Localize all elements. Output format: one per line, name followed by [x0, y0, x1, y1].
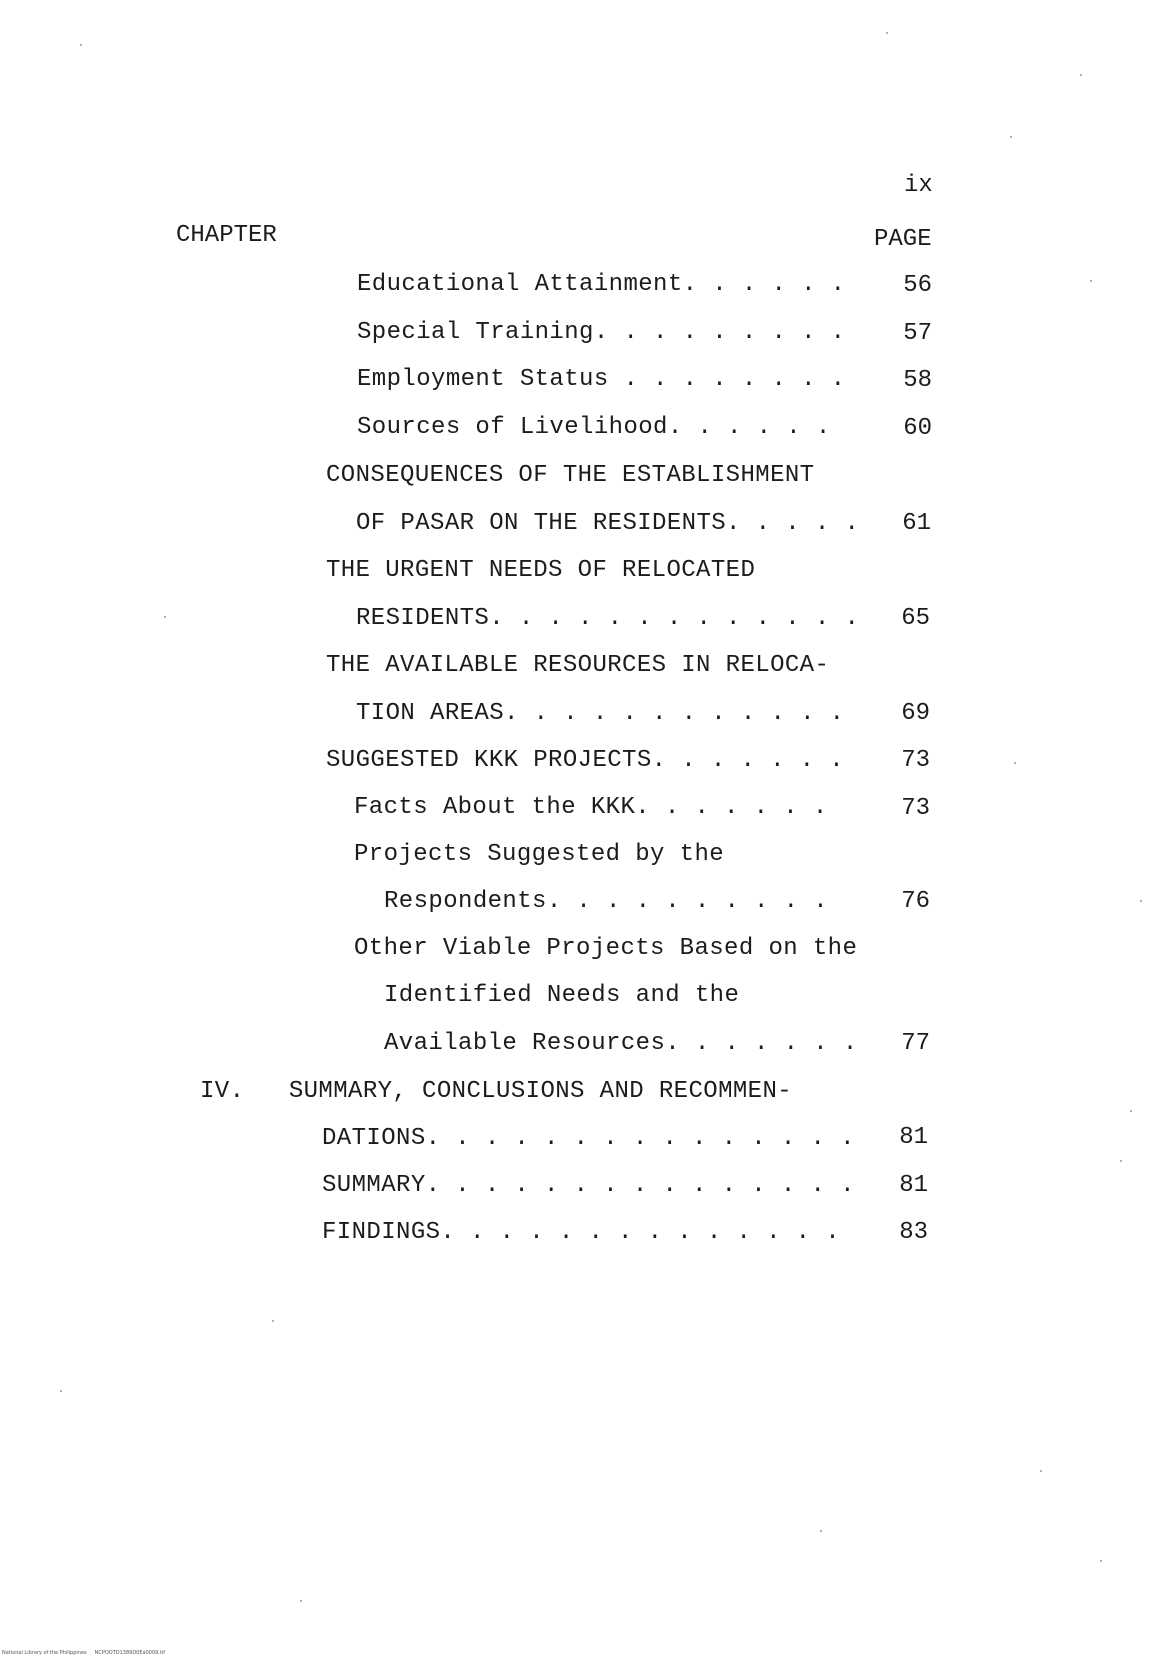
scan-speck — [1140, 900, 1142, 902]
scan-speck — [1014, 762, 1016, 764]
toc-page-number: 65 — [901, 605, 930, 632]
scan-speck — [300, 1600, 302, 1602]
toc-entry-other-viable-projects-cont: Identified Needs and the — [384, 982, 740, 1009]
scan-footer: National Library of the Philippines NCPOOTD1389D0Ea0009.tif — [2, 1650, 166, 1656]
scan-speck — [820, 1530, 822, 1532]
toc-entry-facts-about-kkk: Facts About the KKK. . . . . . . — [354, 794, 828, 821]
toc-page-number: 56 — [903, 272, 932, 299]
scan-speck — [80, 44, 82, 46]
toc-page-number: 77 — [901, 1030, 930, 1057]
toc-entry-special-training: Special Training. . . . . . . . . — [357, 319, 846, 346]
toc-entry-findings: FINDINGS. . . . . . . . . . . . . . — [322, 1219, 841, 1246]
toc-entry-other-viable-projects-cont2: Available Resources. . . . . . . — [384, 1030, 858, 1057]
toc-entry-available-resources: THE AVAILABLE RESOURCES IN RELOCA- — [326, 652, 830, 679]
toc-entry-projects-suggested: Projects Suggested by the — [354, 841, 725, 868]
toc-page-number: 81 — [899, 1172, 928, 1199]
toc-page-number: 60 — [903, 415, 932, 442]
toc-entry-other-viable-projects: Other Viable Projects Based on the — [354, 935, 858, 962]
scan-speck — [1080, 74, 1082, 76]
toc-entry-chapter-iv-cont: DATIONS. . . . . . . . . . . . . . . — [322, 1125, 855, 1152]
scan-speck — [1090, 280, 1092, 282]
page-column-header: PAGE — [874, 226, 932, 253]
scan-speck — [272, 1320, 274, 1322]
toc-entry-chapter-iv: IV. SUMMARY, CONCLUSIONS AND RECOMMEN- — [200, 1078, 793, 1105]
toc-entry-suggested-kkk-projects: SUGGESTED KKK PROJECTS. . . . . . . — [326, 747, 845, 774]
toc-page-number: 81 — [899, 1124, 928, 1151]
scan-speck — [164, 616, 166, 618]
toc-entry-available-resources-cont: TION AREAS. . . . . . . . . . . . — [356, 700, 845, 727]
toc-page-number: 69 — [901, 700, 930, 727]
toc-entry-consequences-cont: OF PASAR ON THE RESIDENTS. . . . . — [356, 510, 860, 537]
page-number: ix — [904, 172, 933, 199]
scan-speck — [1010, 136, 1012, 138]
toc-entry-employment-status: Employment Status . . . . . . . . — [357, 366, 846, 393]
toc-page-number: 61 — [902, 510, 931, 537]
scan-speck — [1100, 1560, 1102, 1562]
toc-entry-educational-attainment: Educational Attainment. . . . . . — [357, 271, 846, 298]
toc-entry-urgent-needs-cont: RESIDENTS. . . . . . . . . . . . . — [356, 605, 860, 632]
toc-entry-sources-of-livelihood: Sources of Livelihood. . . . . . — [357, 414, 831, 441]
toc-page-number: 83 — [899, 1219, 928, 1246]
scan-speck — [1130, 1110, 1132, 1112]
toc-page-number: 76 — [901, 888, 930, 915]
scan-speck — [1040, 1470, 1042, 1472]
toc-entry-consequences: CONSEQUENCES OF THE ESTABLISHMENT — [326, 462, 815, 489]
chapter-column-header: CHAPTER — [176, 222, 277, 249]
toc-entry-urgent-needs: THE URGENT NEEDS OF RELOCATED — [326, 557, 756, 584]
toc-entry-projects-suggested-cont: Respondents. . . . . . . . . . — [384, 888, 829, 915]
scan-speck — [60, 1390, 62, 1392]
toc-page-number: 73 — [901, 747, 930, 774]
toc-entry-summary: SUMMARY. . . . . . . . . . . . . . . — [322, 1172, 855, 1199]
scan-speck — [886, 32, 888, 34]
scan-speck — [1120, 1160, 1122, 1162]
toc-page-number: 57 — [903, 320, 932, 347]
toc-page-number: 73 — [901, 795, 930, 822]
toc-page-number: 58 — [903, 367, 932, 394]
